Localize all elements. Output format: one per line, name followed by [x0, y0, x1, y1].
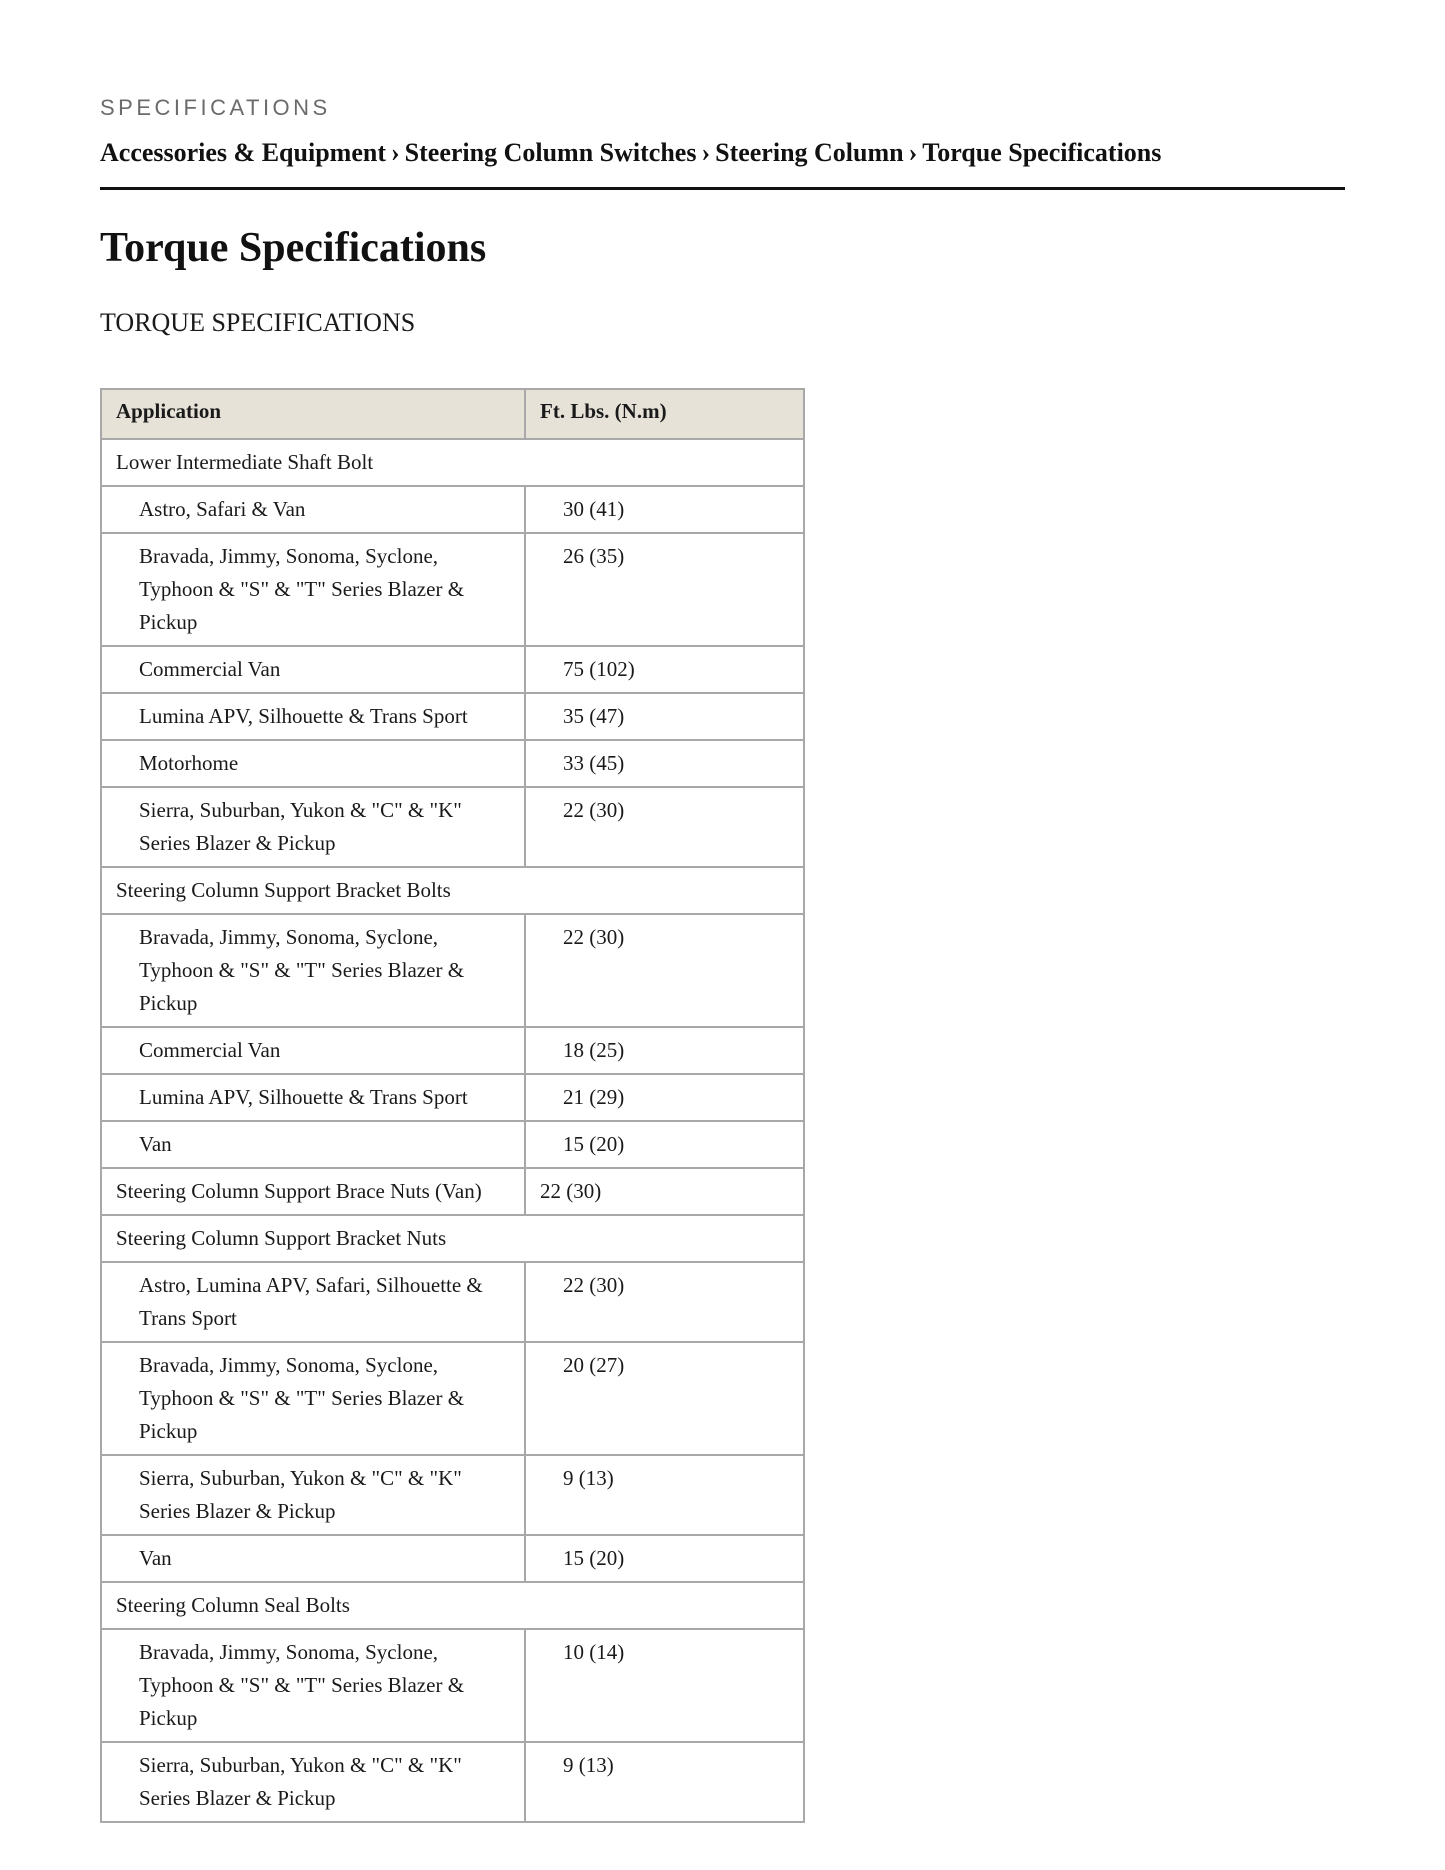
table-row: [101, 1121, 804, 1168]
application-cell: Bravada, Jimmy, Sonoma, Syclone, Typhoon & "S" & "T" Series Blazer & Pickup: [101, 1629, 525, 1742]
table-row: [101, 439, 804, 486]
torque-value-cell: 18 (25): [525, 1027, 804, 1074]
torque-value-cell: 9 (13): [525, 1742, 804, 1822]
torque-value-cell: 9 (13): [525, 1455, 804, 1535]
torque-value-cell: 26 (35): [525, 533, 804, 646]
section-heading: TORQUE SPECIFICATIONS: [100, 308, 416, 337]
table-row: [101, 486, 804, 533]
group-heading-cell: Steering Column Support Bracket Nuts: [101, 1215, 804, 1262]
application-cell: Bravada, Jimmy, Sonoma, Syclone, Typhoon & "S" & "T" Series Blazer & Pickup: [101, 1342, 525, 1455]
table-row: [101, 1582, 804, 1629]
breadcrumb-item[interactable]: Steering Column Switches: [404, 138, 697, 167]
application-cell: Sierra, Suburban, Yukon & "C" & "K" Series Blazer & Pickup: [101, 787, 525, 867]
table-row: [101, 693, 804, 740]
breadcrumb-separator: ›: [908, 138, 918, 167]
application-cell: Sierra, Suburban, Yukon & "C" & "K" Series Blazer & Pickup: [101, 1742, 525, 1822]
breadcrumb-item[interactable]: Accessories & Equipment: [100, 138, 386, 167]
torque-value-cell: 15 (20): [525, 1535, 804, 1582]
torque-value-cell: 22 (30): [525, 914, 804, 1027]
table-row: [101, 1168, 804, 1215]
application-cell: Van: [101, 1121, 525, 1168]
column-header-application: Application: [101, 389, 525, 439]
breadcrumb-separator: ›: [390, 138, 400, 167]
torque-value-cell: 22 (30): [525, 1262, 804, 1342]
column-header-torque: Ft. Lbs. (N.m): [525, 389, 804, 439]
breadcrumb-item-current: Torque Specifications: [922, 138, 1162, 167]
table-row: [101, 1262, 804, 1342]
torque-value-cell: 33 (45): [525, 740, 804, 787]
group-heading-cell: Steering Column Support Bracket Bolts: [101, 867, 804, 914]
application-cell: Astro, Lumina APV, Safari, Silhouette & Trans Sport: [101, 1262, 525, 1342]
table-row: [101, 1629, 804, 1742]
torque-value-cell: 20 (27): [525, 1342, 804, 1455]
application-cell: Bravada, Jimmy, Sonoma, Syclone, Typhoon & "S" & "T" Series Blazer & Pickup: [101, 914, 525, 1027]
table-row: [101, 1074, 804, 1121]
breadcrumb-separator: ›: [701, 138, 711, 167]
application-cell: Steering Column Support Brace Nuts (Van): [101, 1168, 525, 1215]
group-heading-cell: Steering Column Seal Bolts: [101, 1582, 804, 1629]
application-cell: Motorhome: [101, 740, 525, 787]
torque-value-cell: 75 (102): [525, 646, 804, 693]
torque-value-cell: 35 (47): [525, 693, 804, 740]
table-body: [101, 439, 804, 1822]
header-divider: [100, 187, 1345, 190]
breadcrumb: [100, 138, 1161, 168]
table-row: [101, 787, 804, 867]
table-row: [101, 1742, 804, 1822]
breadcrumb-item[interactable]: Steering Column: [715, 138, 904, 167]
torque-value-cell: 15 (20): [525, 1121, 804, 1168]
torque-value-cell: 10 (14): [525, 1629, 804, 1742]
application-cell: Commercial Van: [101, 1027, 525, 1074]
application-cell: Astro, Safari & Van: [101, 486, 525, 533]
group-heading-cell: Lower Intermediate Shaft Bolt: [101, 439, 804, 486]
application-cell: Lumina APV, Silhouette & Trans Sport: [101, 1074, 525, 1121]
table-row: [101, 533, 804, 646]
table-row: [101, 740, 804, 787]
application-cell: Lumina APV, Silhouette & Trans Sport: [101, 693, 525, 740]
table-header-row: [101, 389, 804, 439]
table-row: [101, 1027, 804, 1074]
application-cell: Sierra, Suburban, Yukon & "C" & "K" Series Blazer & Pickup: [101, 1455, 525, 1535]
table-row: [101, 1215, 804, 1262]
table-row: [101, 867, 804, 914]
torque-value-cell: 30 (41): [525, 486, 804, 533]
table-row: [101, 646, 804, 693]
torque-value-cell: 22 (30): [525, 787, 804, 867]
table-row: [101, 914, 804, 1027]
table-row: [101, 1455, 804, 1535]
torque-value-cell: 21 (29): [525, 1074, 804, 1121]
section-label: SPECIFICATIONS: [100, 95, 331, 120]
table-row: [101, 1535, 804, 1582]
torque-spec-table: [100, 388, 805, 1823]
application-cell: Bravada, Jimmy, Sonoma, Syclone, Typhoon & "S" & "T" Series Blazer & Pickup: [101, 533, 525, 646]
torque-value-cell: 22 (30): [525, 1168, 804, 1215]
table-row: [101, 1342, 804, 1455]
application-cell: Commercial Van: [101, 646, 525, 693]
application-cell: Van: [101, 1535, 525, 1582]
page-title: Torque Specifications: [100, 225, 487, 271]
